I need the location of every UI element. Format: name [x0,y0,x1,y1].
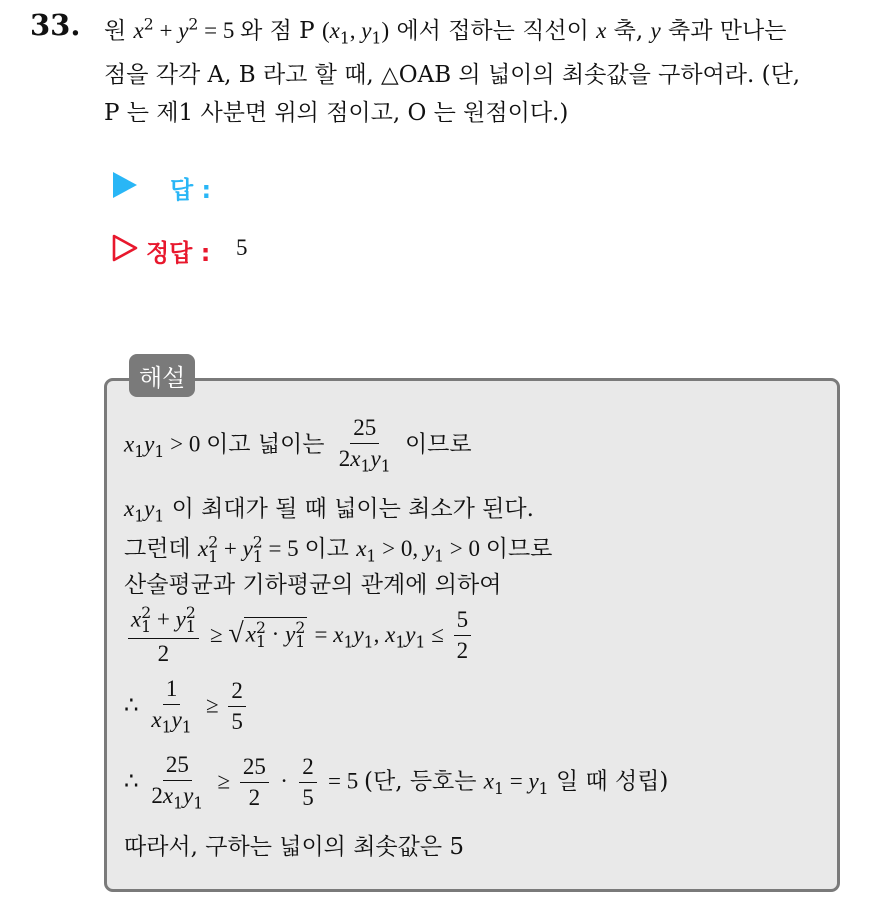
question-line-1: 원 $x^2 + y^2 = 5$ 와 점 P ($x_1$, $y_1$) 에서 접하는 직선이 x 축, y 축과 만나는 [104,14,787,48]
correct-answer-icon [112,234,138,266]
solution-line-8: 따라서, 구하는 넓이의 최솟값은 5 [124,834,465,860]
question-line-2: 점을 각각 A, B 라고 할 때, △OAB 의 넓이의 최솟값을 구하여라. (단, [104,62,801,88]
solution-line-3: 그런데 $x^2_1 + y^2_1 = 5$ 이고 $x_1 > 0$, $y_1 > 0$ 이므로 [124,532,553,566]
solution-line-7: ∴ $\frac{25}{2x_1y_1}$ ≥ $\frac{25}{2}$ · $\frac{2}{5}$ = 5 (단, 등호는 $x_1 = y_1$ 일 때 성립) [124,752,669,814]
answer-play-icon [112,171,138,203]
solution-tag: 해설 [129,354,195,397]
question-line-3: P 는 제1 사분면 위의 점이고, O 는 원점이다.) [104,100,569,126]
solution-line-6: ∴ $\frac{1}{x_1y_1}$ ≥ $\frac{2}{5}$ [124,676,250,737]
solution-line-2: $x_1y_1$ 이 최대가 될 때 넓이는 최소가 된다. [124,496,534,526]
solution-line-5: $\frac{x^2_1 + y^2_1}{2}$ ≥ √ $x^2_1 \cdot y^2_1$ = $x_1y_1$, $x_1y_1$ ≤ $\frac{5}{2}$ [124,604,475,668]
correct-answer-label: 정답 : [146,239,211,267]
solution-line-4: 산술평균과 기하평균의 관계에 의하여 [124,572,502,598]
correct-answer-value: 5 [236,235,248,260]
solution-line-1: $x_1y_1 > 0$ 이고 넓이는 $\frac{25}{2x_1y_1}$ 이므로 [124,415,472,477]
answer-label: 답 : [170,176,212,204]
question-number: 33. [30,8,81,42]
